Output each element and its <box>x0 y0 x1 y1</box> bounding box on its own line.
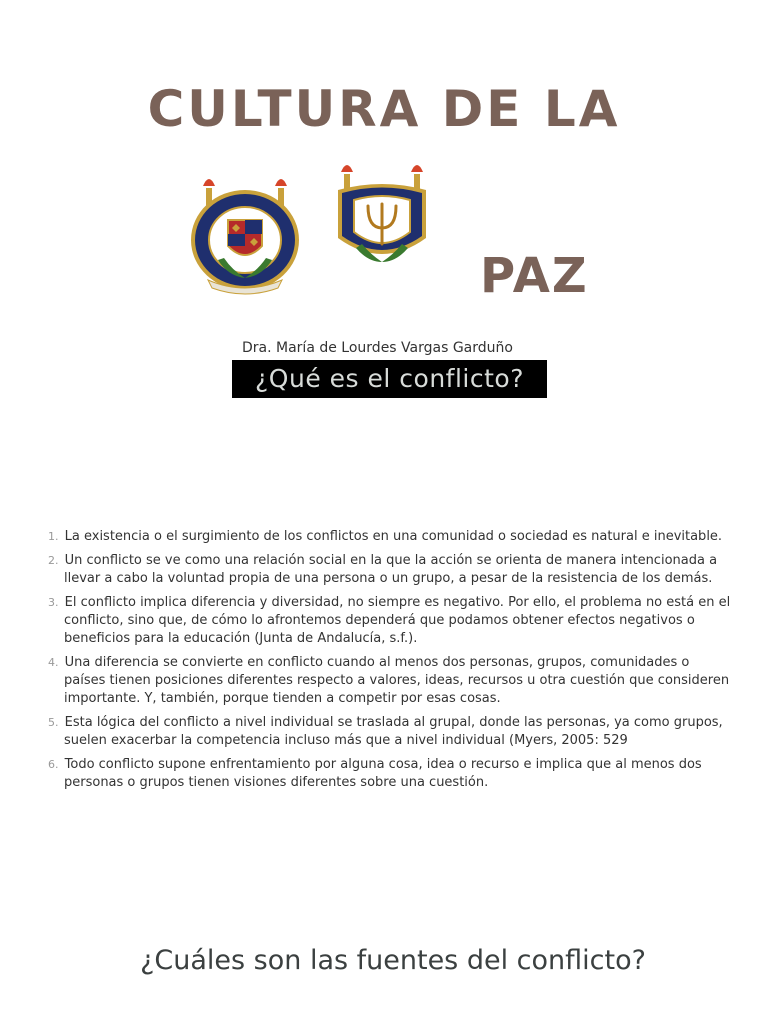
list-item-text: La existencia o el surgimiento de los conflictos en una comunidad o sociedad es natural e inevitable. <box>64 529 723 544</box>
title-line-2: PAZ <box>480 248 589 304</box>
bottom-heading: ¿Cuáles son las fuentes del conflicto? <box>140 945 646 976</box>
list-item <box>34 594 734 648</box>
list-item <box>34 654 734 708</box>
list-item-text: Un conflicto se ve como una relación social en la que la acción se orienta de manera intencionada a llevar a cabo la voluntad propia de una persona o un grupo, a pesar de la resistencia de los demás. <box>64 553 718 586</box>
list-item <box>34 756 734 792</box>
list-item-number: 5. <box>48 716 59 729</box>
list-item-number: 6. <box>48 758 59 771</box>
list-item-number: 4. <box>48 656 59 669</box>
list-item-number: 3. <box>48 596 59 609</box>
list-item-number: 2. <box>48 554 59 567</box>
list-item <box>34 714 734 750</box>
author-name: Dra. María de Lourdes Vargas Garduño <box>242 340 513 356</box>
university-coat-of-arms-seal <box>188 172 302 298</box>
list-item <box>34 552 734 588</box>
list-item-text: Una diferencia se convierte en conflicto cuando al menos dos personas, grupos, comunidades o países tienen posiciones diferentes respecto a valores, ideas, recursos u otra cuestión que consideren importante. Y, también, porque tienden a competir por esas cosas. <box>64 655 730 706</box>
list-item-text: Todo conflicto supone enfrentamiento por alguna cosa, idea o recurso e implica que al menos dos personas o grupos tienen visiones diferentes sobre una cuestión. <box>64 757 702 790</box>
definition-list <box>34 528 734 798</box>
list-item-text: Esta lógica del conflicto a nivel individual se traslada al grupal, donde las personas, ya como grupos, suelen exacerbar la competencia incluso más que a nivel individual (Myers, 2005: 529 <box>64 715 723 748</box>
list-item-text: El conflicto implica diferencia y diversidad, no siempre es negativo. Por ello, el problema no está en el conflicto, sino que, de cómo lo afrontemos dependerá que podamos obtener efectos negativos o beneficios para la educación (Junta de Andalucía, s.f.). <box>64 595 731 646</box>
section-heading: ¿Qué es el conflicto? <box>232 360 547 398</box>
psychology-psi-seal <box>328 158 436 278</box>
title-line-1: CULTURA DE LA <box>147 80 621 138</box>
list-item-number: 1. <box>48 530 59 543</box>
list-item <box>34 528 734 546</box>
